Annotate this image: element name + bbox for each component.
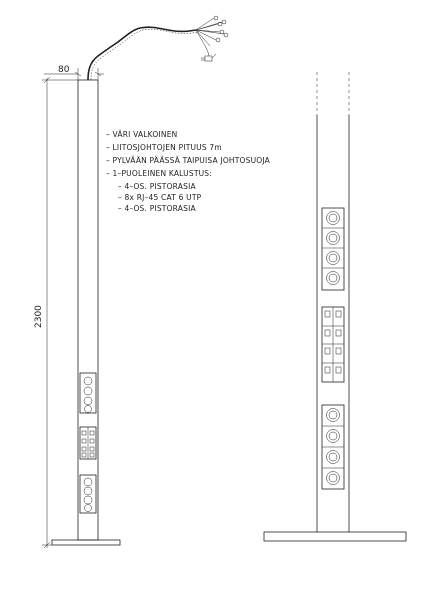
front-elevation <box>264 72 406 541</box>
note-cable-length: – LIITOSJOHTOJEN PITUUS 7m <box>106 143 222 152</box>
width-label: 80 <box>58 65 70 75</box>
specification-notes <box>106 130 271 213</box>
cable-conduit-icon <box>88 16 228 80</box>
column-left <box>78 80 98 540</box>
height-dimension <box>34 77 78 548</box>
note-fittings: – 1–PUOLEINEN KALUSTUS: <box>106 169 212 178</box>
side-elevation <box>34 16 228 548</box>
socket-icon <box>84 377 92 413</box>
socket-strip-bottom-right <box>322 405 344 489</box>
note-rj45: – 8x RJ–45 CAT 6 UTP <box>118 193 202 202</box>
note-socket-bottom: – 4–OS. PISTORASIA <box>118 204 196 213</box>
base-plate-left <box>52 540 120 545</box>
height-label: 2300 <box>34 305 44 328</box>
socket-strip-top-left <box>80 373 96 413</box>
socket-icon <box>84 478 92 512</box>
note-conduit: – PYLVÄÄN PÄÄSSÄ TAIPUISA JOHTOSUOJA <box>106 156 271 165</box>
socket-icon <box>327 409 340 485</box>
rj45-module-right <box>322 307 344 382</box>
power-plug-icon <box>201 54 216 61</box>
base-plate-right <box>264 532 406 541</box>
socket-strip-bottom-left <box>80 475 96 513</box>
width-dimension <box>44 65 104 80</box>
note-socket-top: – 4–OS. PISTORASIA <box>118 182 196 191</box>
note-color: – VÄRI VALKOINEN <box>106 130 178 139</box>
socket-strip-top-right <box>322 208 344 290</box>
rj45-module-left <box>80 427 96 459</box>
